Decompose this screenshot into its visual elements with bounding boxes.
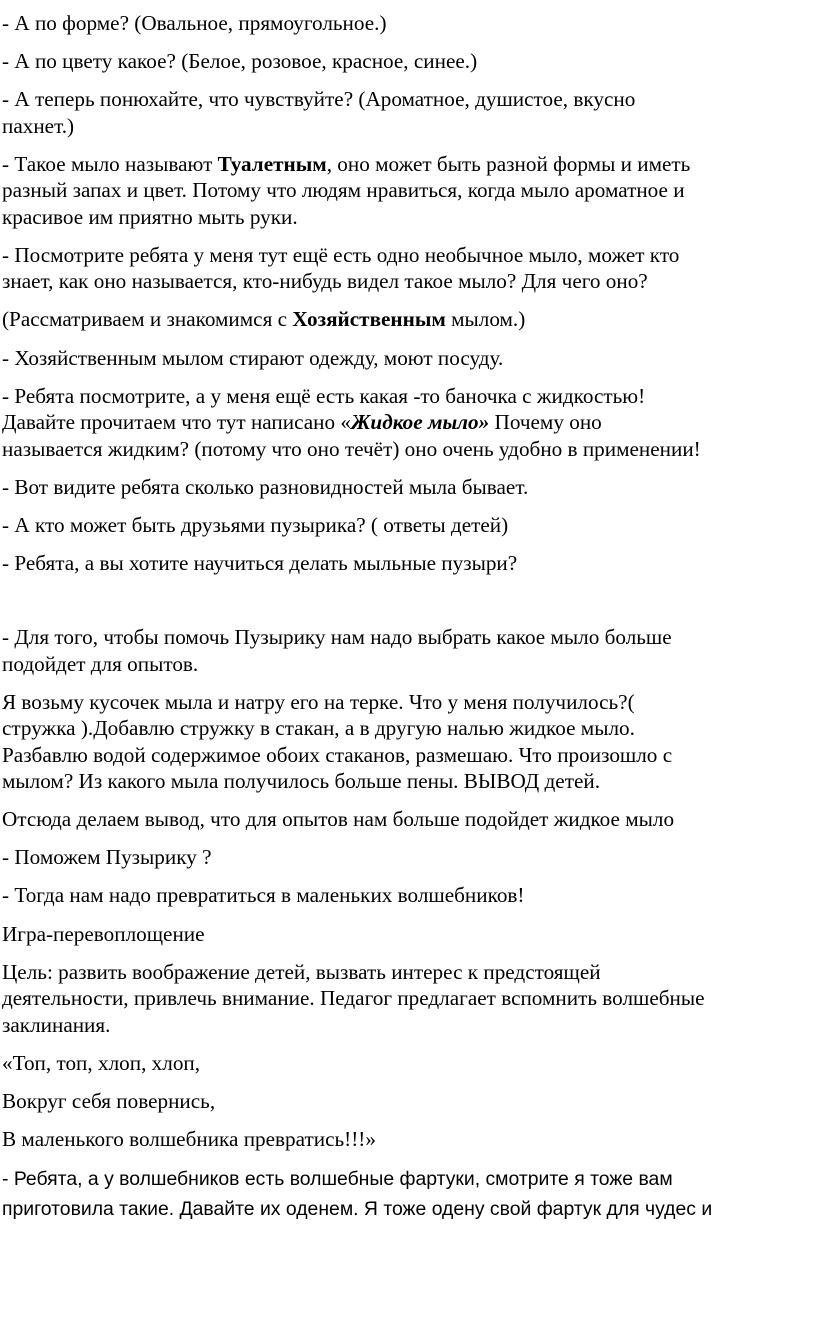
paragraph-varieties: - Вот видите ребята сколько разновидностей мыла бывает. [2,474,529,499]
paragraph-toilet-soap [2,151,814,231]
text-line: Цель: развить воображение детей, вызвать интерес к предстоящей [2,959,601,984]
text-line: Я возьму кусочек мыла и натру его на терке. Что у меня получилось?( [2,689,635,714]
paragraph-shape-question: - А по форме? (Овальное, прямоугольное.) [2,11,387,35]
text-run: - Такое мыло называют [2,151,218,176]
text-run: , оно может быть разной формы и иметь [326,151,691,176]
text-line: - А теперь понюхайте, что чувствуйте? (Ароматное, душистое, вкусно [2,87,636,112]
text-line: мылом? Из какого мыла получилось больше пены. ВЫВОД детей. [2,769,600,794]
text-run: Почему оно [489,410,602,435]
text-line: разный запах и цвет. Потому что людям нравиться, когда мыло ароматное и [2,178,685,203]
paragraph-household-soap [2,306,814,333]
text-line: подойдет для опытов. [2,651,199,676]
text-line: красивое им приятно мыть руки. [2,204,298,229]
document-page [2,10,814,1224]
text-run: Давайте прочитаем что тут написано « [2,410,351,435]
text-line: - Посмотрите ребята у меня тут ещё есть одно необычное мыло, может кто [2,242,680,267]
paragraph-bubbles-question: - Ребята, а вы хотите научиться делать мыльные пузыри? [2,550,518,575]
paragraph-spell-line-1: «Топ, топ, хлоп, хлоп, [2,1050,201,1075]
text-line: заклинания. [2,1012,111,1037]
text-line: - Для того, чтобы помочь Пузырику нам надо выбрать какое мыло больше [2,625,672,650]
text-line: знает, как оно называется, кто-нибудь видел такое мыло? Для чего оно? [2,269,648,294]
paragraph-game-goal [2,959,814,1039]
text-line: деятельности, привлечь внимание. Педагог предлагает вспомнить волшебные [2,986,705,1011]
bold-term-household: Хозяйственным [292,307,446,332]
paragraph-smell-question [2,86,814,139]
paragraph-experiment [2,689,814,795]
bold-term-liquid: Жидкое мыло» [350,410,490,435]
paragraph-help-bubble [2,624,814,677]
paragraph-household-usage: - Хозяйственным мылом стирают одежду, моют посуду. [2,345,504,370]
text-line: пахнет.) [2,113,75,138]
text-line: называется жидким? (потому что оно течёт) оно очень удобно в применении! [2,436,701,461]
text-line: приготовила такие. Давайте их оденем. Я тоже одену свой фартук для чудес и [2,1197,713,1220]
paragraph-spell-line-3: В маленького волшебника превратись!!!» [2,1126,376,1151]
paragraph-help-question: - Поможем Пузырику ? [2,845,212,870]
paragraph-color-question: - А по цвету какое? (Белое, розовое, красное, синее.) [2,49,478,74]
paragraph-become-wizards: - Тогда нам надо превратиться в маленьких волшебников! [2,883,525,908]
paragraph-liquid-soap [2,383,814,463]
paragraph-aprons [2,1164,814,1224]
text-line: - Ребята, а у волшебников есть волшебные фартуки, смотрите я тоже вам [2,1167,673,1190]
text-line: стружка ).Добавлю стружку в стакан, а в другую налью жидкое мыло. [2,716,635,741]
paragraph-conclusion: Отсюда делаем вывод, что для опытов нам больше подойдет жидкое мыло [2,807,675,832]
text-line: - Ребята посмотрите, а у меня ещё есть какая -то баночка с жидкостью! [2,383,646,408]
paragraph-gap [2,588,814,624]
paragraph-unusual-soap [2,242,814,295]
paragraph-game-title: Игра-перевоплощение [2,921,205,946]
text-run: (Рассматриваем и знакомимся с [2,307,293,332]
bold-term-toilet: Туалетным [217,151,327,176]
paragraph-friends-question: - А кто может быть друзьями пузырика? ( ответы детей) [2,512,509,537]
text-run: мылом.) [445,307,526,332]
text-line: Разбавлю водой содержимое обоих стаканов, размешаю. Что произошло с [2,742,673,767]
paragraph-spell-line-2: Вокруг себя повернись, [2,1088,216,1113]
